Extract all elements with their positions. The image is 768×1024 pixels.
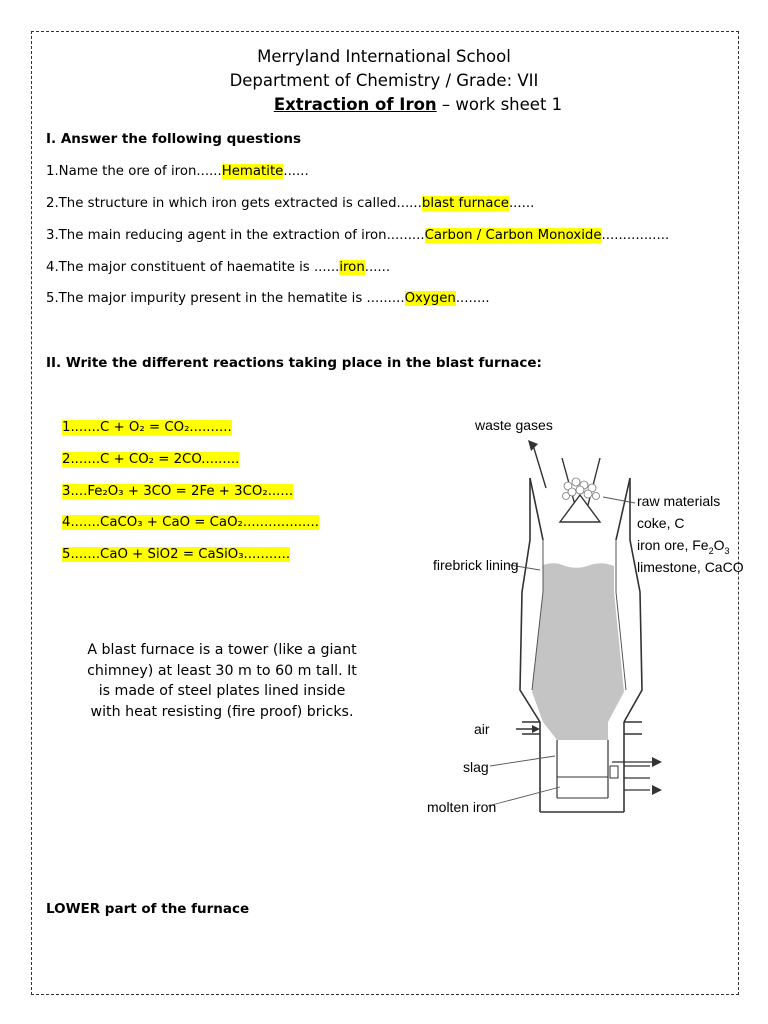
label-slag: slag (463, 759, 489, 775)
answer-highlight: iron (339, 260, 365, 275)
label-firebrick-lining: firebrick lining (433, 557, 519, 573)
question-2: 2.The structure in which iron gets extracted is called......blast furnace...... (46, 196, 535, 211)
reaction-5: 5.......CaO + SiO2 = CaSiO₃........... (62, 547, 291, 562)
blast-furnace-description: A blast furnace is a tower (like a giant chimney) at least 30 m to 60 m tall. It is made of steel plates lined inside with heat resisting (fire proof) bricks. (87, 642, 357, 720)
label-coke: coke, C (637, 515, 685, 531)
reaction-3: 3....Fe₂O₃ + 3CO = 2Fe + 3CO₂...... (62, 484, 294, 499)
label-molten-iron: molten iron (427, 799, 497, 815)
question-5: 5.The major impurity present in the hematite is .........Oxygen........ (46, 291, 490, 306)
answer-highlight: Hematite (221, 164, 284, 179)
reaction-2: 2.......C + CO₂ = 2CO......... (62, 452, 240, 467)
question-1: 1.Name the ore of iron......Hematite...... (46, 164, 309, 179)
reaction-1: 1.......C + O₂ = CO₂.......... (62, 420, 232, 435)
label-air: air (474, 721, 490, 737)
label-raw-materials: raw materials (637, 493, 721, 509)
label-limestone: limestone, CaCO (637, 559, 744, 575)
title-suffix: – work sheet 1 (436, 95, 563, 114)
department-grade: Department of Chemistry / Grade: VII (229, 71, 539, 90)
lower-furnace-heading: LOWER part of the furnace (46, 901, 250, 917)
label-iron-ore: iron ore, $Fe_2O_3$ (637, 537, 730, 556)
reaction-4: 4.......CaCO₃ + CaO = CaO₂.................. (62, 515, 319, 530)
answer-highlight: Carbon / Carbon Monoxide (424, 228, 602, 243)
section-2-heading: II. Write the different reactions taking place in the blast furnace: (46, 355, 542, 371)
question-3: 3.The main reducing agent in the extraction of iron.........Carbon / Carbon Monoxide................ (46, 228, 670, 243)
answer-highlight: Oxygen (404, 291, 456, 306)
question-4: 4.The major constituent of haematite is ......iron...... (46, 260, 391, 275)
section-1-heading: I. Answer the following questions (46, 131, 302, 147)
label-waste-gases: waste gases (475, 417, 553, 433)
title-topic: Extraction of Iron (273, 95, 437, 114)
answer-highlight: blast furnace (421, 196, 509, 211)
school-name: Merryland International School (257, 47, 511, 66)
